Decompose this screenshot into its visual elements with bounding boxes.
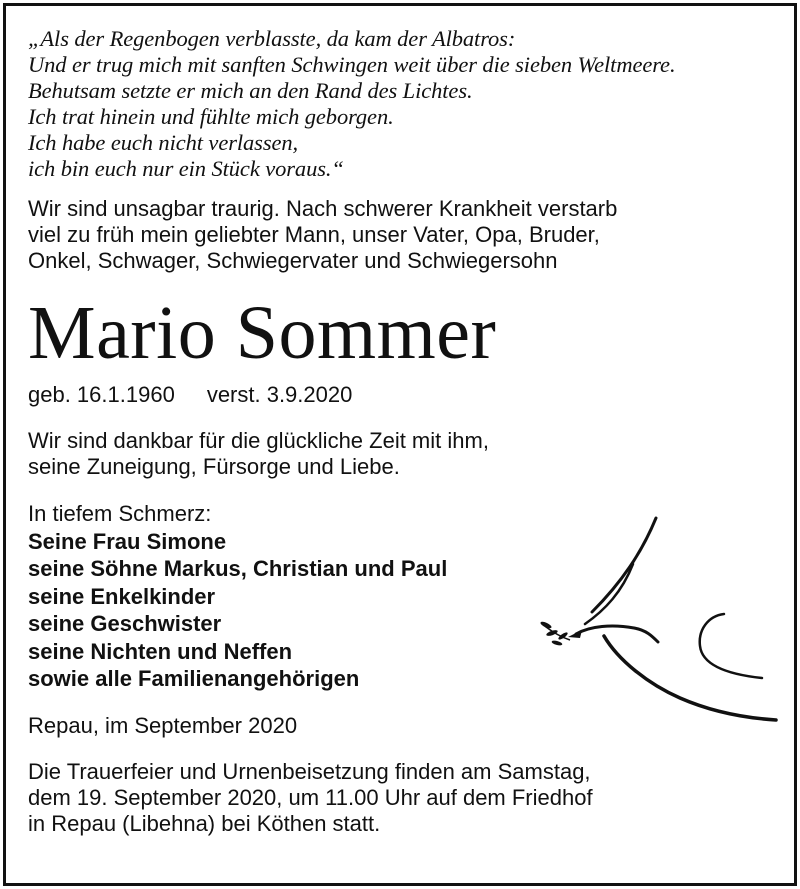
mourners-heading: In tiefem Schmerz: <box>28 501 212 526</box>
funeral-line: dem 19. September 2020, um 11.00 Uhr auf dem Friedhof <box>28 784 593 810</box>
poem <box>28 26 778 182</box>
mourner-entry: seine Enkelkinder <box>28 583 216 609</box>
announcement-line: viel zu früh mein geliebter Mann, unser Vater, Opa, Bruder, <box>28 222 600 247</box>
announcement-text <box>28 196 778 274</box>
mourner-entry: seine Geschwister <box>28 611 222 636</box>
funeral-line: in Repau (Libehna) bei Köthen statt. <box>28 810 381 836</box>
place-date: Repau, im September 2020 <box>28 712 298 738</box>
funeral-info <box>28 759 778 837</box>
mourner-entry: seine Söhne Markus, Christian und Paul <box>28 556 448 581</box>
gratitude-line: seine Zuneigung, Fürsorge und Liebe. <box>28 454 400 479</box>
deceased-name: Mario Sommer <box>28 291 497 375</box>
poem-line: Behutsam setzte er mich an den Rand des Lichtes. <box>28 78 473 103</box>
mourner-entry: sowie alle Familienangehörigen <box>28 666 360 691</box>
gratitude-text <box>28 428 778 480</box>
poem-line: Und er trug mich mit sanften Schwingen weit über die sieben Weltmeere. <box>28 52 676 77</box>
gratitude-line: Wir sind dankbar für die glückliche Zeit mit ihm, <box>28 428 489 453</box>
dove-with-olive-branch-icon <box>530 512 780 722</box>
mourner-entry: Seine Frau Simone <box>28 528 227 554</box>
funeral-line: Die Trauerfeier und Urnenbeisetzung finden am Samstag, <box>28 758 591 784</box>
poem-line: Ich habe euch nicht verlassen, <box>28 130 299 155</box>
poem-line: ich bin euch nur ein Stück voraus.“ <box>28 156 344 181</box>
life-dates <box>28 382 778 408</box>
poem-line: „Als der Regenbogen verblasste, da kam der Albatros: <box>28 26 516 51</box>
birth-date: geb. 16.1.1960 <box>28 382 175 407</box>
poem-line: Ich trat hinein und fühlte mich geborgen. <box>28 104 394 129</box>
announcement-line: Onkel, Schwager, Schwiegervater und Schwiegersohn <box>28 248 558 273</box>
death-date: verst. 3.9.2020 <box>206 382 353 407</box>
announcement-line: Wir sind unsagbar traurig. Nach schwerer Krankheit verstarb <box>28 196 618 221</box>
mourner-entry: seine Nichten und Neffen <box>28 638 293 664</box>
